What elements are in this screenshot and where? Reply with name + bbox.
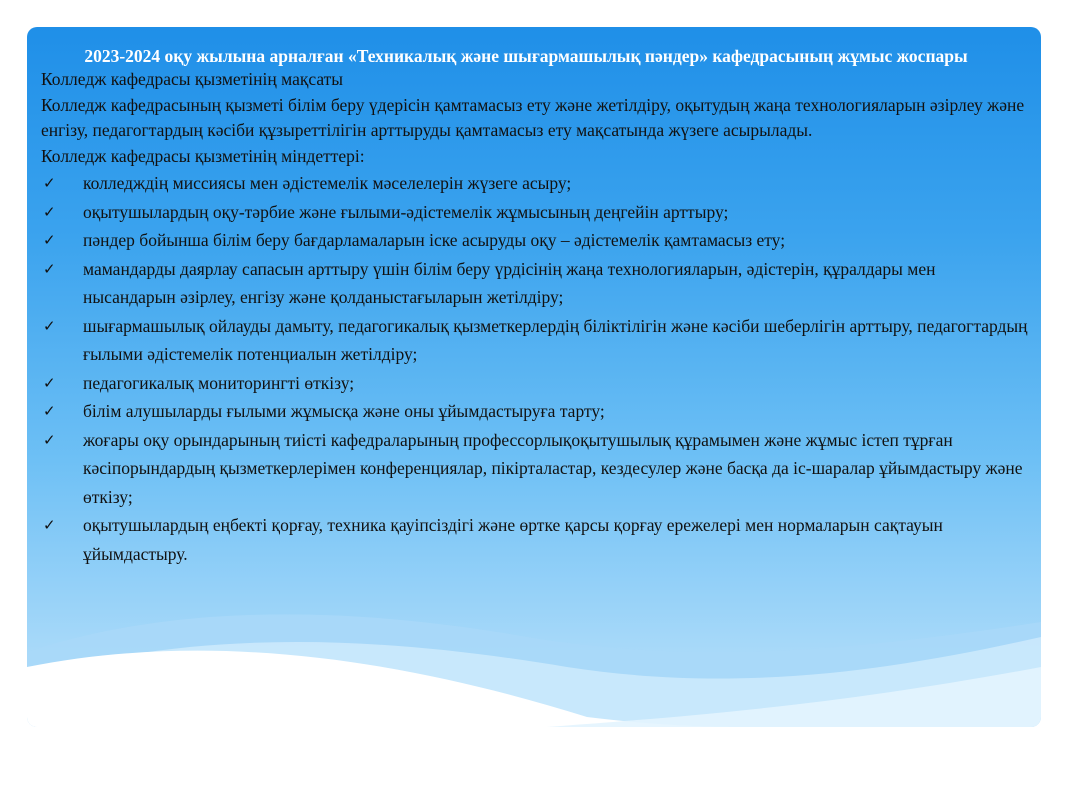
tasks-list [41, 169, 1031, 568]
check-icon: ✓ [43, 259, 56, 278]
task-text: оқытушылардың оқу-тәрбие және ғылыми-әдістемелік жұмысының деңгейін арттыру; [83, 201, 729, 222]
task-text: мамандарды даярлау сапасын арттыру үшін білім беру үрдісінің жаңа технологияларын, әдістерін, құралдары мен нысандарын әзірлеу, енгізу және қолданыстағыларын жетілдіру; [83, 258, 936, 307]
check-icon: ✓ [43, 231, 56, 249]
check-icon: ✓ [43, 316, 56, 335]
check-icon: ✓ [43, 516, 56, 534]
task-text: пәндер бойынша білім беру бағдарламаларын іске асыруды оқу – әдістемелік қамтамасыз ету; [83, 230, 786, 250]
check-icon: ✓ [43, 202, 56, 221]
slide-title: 2023-2024 оқу жылына арналған «Техникалық және шығармашылық пәндер» кафедрасының жұмыс жоспары [84, 46, 968, 66]
check-icon: ✓ [43, 402, 56, 420]
list-item [41, 198, 1031, 227]
task-text: педагогикалық мониторингті өткізу; [83, 372, 355, 393]
check-icon: ✓ [43, 174, 56, 192]
task-text: колледждің миссиясы мен әдістемелік мәселелерін жүзеге асыру; [83, 173, 572, 193]
list-item [41, 426, 1031, 512]
slide-content [41, 45, 1031, 568]
task-text: жоғары оқу орындарының тиісті кафедраларының профессорлықоқытушылық құрамымен және жұмыс істеп тұрған кәсіпорындардың қызметкерлерімен конференциялар, пікірталастар, кездесулер және басқа да іс-шаралар ұйымдастыру және өткізу; [83, 429, 1023, 507]
list-item [41, 511, 1031, 568]
check-icon: ✓ [43, 373, 56, 392]
tasks-heading: Колледж кафедрасы қызметінің міндеттері: [41, 145, 365, 166]
list-item [41, 369, 1031, 398]
list-item [41, 169, 1031, 198]
list-item [41, 255, 1031, 312]
check-icon: ✓ [43, 430, 56, 449]
task-text: білім алушыларды ғылыми жұмысқа және оны ұйымдастыруға тарту; [83, 401, 605, 421]
task-text: шығармашылық ойлауды дамыту, педагогикалық қызметкерлердің біліктілігін және кәсіби шеберлігін арттыру, педагогтардың ғылыми әдістемелік потенциалын жетілдіру; [83, 315, 1028, 364]
task-text: оқытушылардың еңбекті қорғау, техника қауіпсіздігі және өртке қарсы қорғау ережелері мен нормаларын сақтауын ұйымдастыру. [83, 515, 943, 564]
list-item [41, 397, 1031, 426]
purpose-text: Колледж кафедрасының қызметі білім беру үдерісін қамтамасыз ету және жетілдіру, оқытудың жаңа технологияларын әзірлеу және енгізу, педагогтардың кәсіби құзыреттілігін арттыруды қамтамасыз ету мақсатында жүзеге асырылады. [41, 94, 1025, 140]
slide-panel [27, 27, 1041, 727]
list-item [41, 226, 1031, 255]
list-item [41, 312, 1031, 369]
purpose-heading: Колледж кафедрасы қызметінің мақсаты [41, 69, 344, 89]
